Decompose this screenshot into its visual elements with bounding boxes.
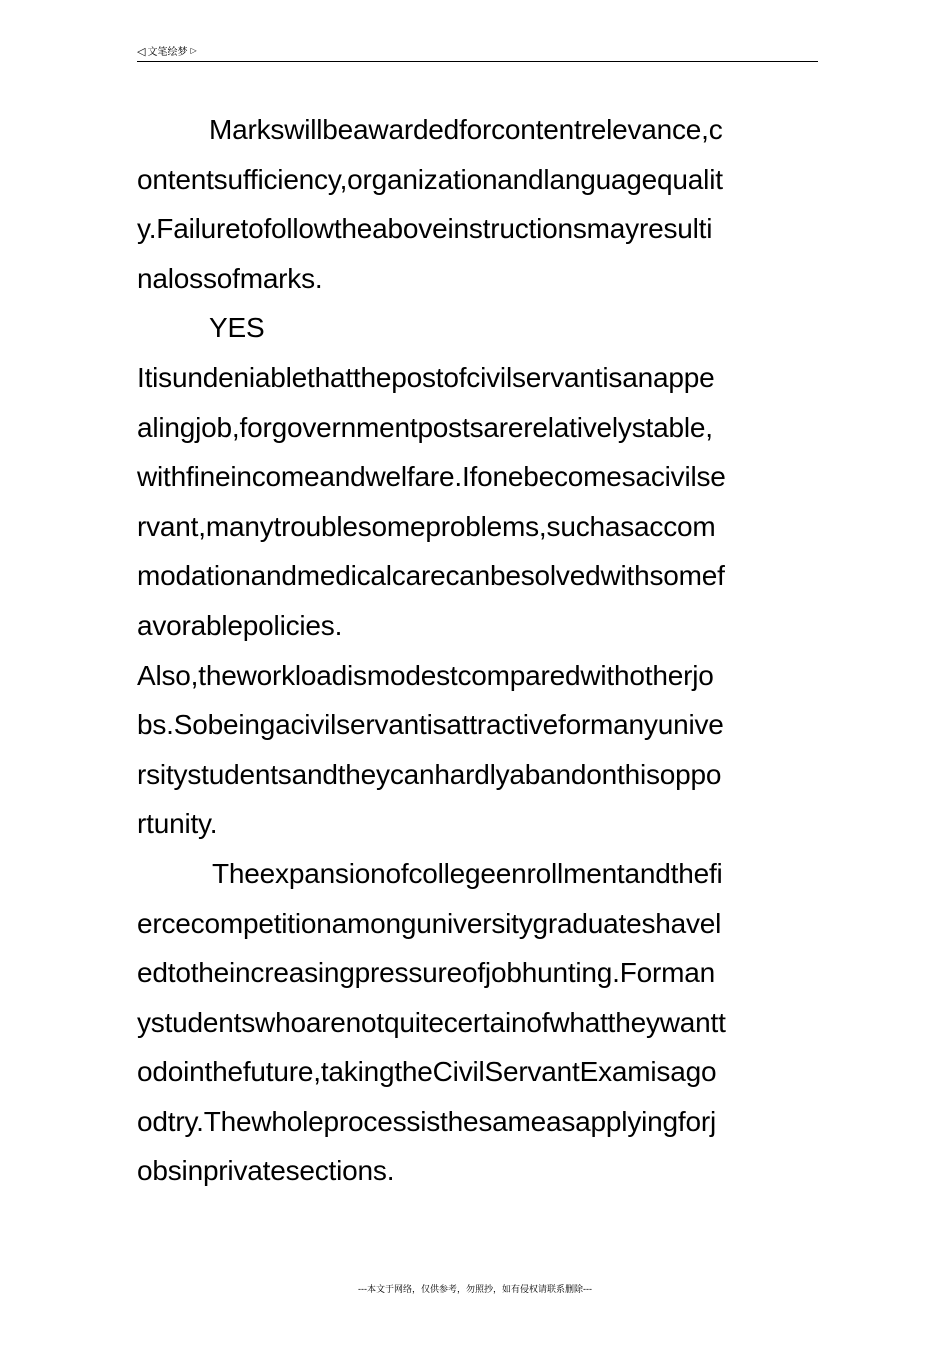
- body-line: avorablepolicies.: [137, 609, 343, 641]
- body-line: odtry.Thewholeprocessisthesameasapplyingforj: [137, 1105, 716, 1137]
- triangle-left-icon: ◁: [137, 46, 146, 58]
- body-line: withfineincomeandwelfare.Ifonebecomesacivilse: [137, 461, 726, 493]
- body-line: obsinprivatesections.: [137, 1155, 395, 1187]
- body-line: rtunity.: [137, 808, 218, 840]
- body-line: rsitystudentsandtheycanhardlyabandonthisoppo: [137, 758, 722, 790]
- body-line: Theexpansionofcollegeenrollmentandthefi: [212, 857, 723, 889]
- body-line: nalossofmarks.: [137, 262, 323, 294]
- body-line: edtotheincreasingpressureofjobhunting.Forman: [137, 957, 716, 989]
- body-line: ontentsufficiency,organizationandlanguagequalit: [137, 163, 723, 195]
- body-line: rvant,manytroublesomeproblems,suchasaccom: [137, 510, 716, 542]
- body-line: modationandmedicalcarecanbesolvedwithsomef: [137, 560, 725, 592]
- page-footer: ---本文于网络，仅供参考，勿照抄，如有侵权请联系删除---: [358, 1284, 592, 1294]
- body-line: ystudentswhoarenotquitecertainofwhattheywantt: [137, 1006, 726, 1038]
- triangle-right-icon: ▷: [190, 46, 197, 55]
- body-line: Itisundeniablethatthepostofcivilservantisanappe: [137, 361, 715, 393]
- page-header: [137, 44, 818, 62]
- body-line: YES: [209, 312, 265, 344]
- body-line: odointhefuture,takingtheCivilServantExamisago: [137, 1056, 717, 1088]
- document-body: [137, 105, 827, 1196]
- header-brand-text: 文笔绘梦: [147, 47, 188, 58]
- body-line: ercecompetitionamonguniversitygraduateshavel: [137, 907, 722, 939]
- body-line: bs.Sobeingacivilservantisattractiveformanyunive: [137, 709, 724, 741]
- body-line: alingjob,forgovernmentpostsarerelativelystable,: [137, 411, 713, 443]
- body-line: Markswillbeawardedforcontentrelevance,c: [209, 114, 723, 145]
- body-line: y.Failuretofollowtheaboveinstructionsmayresulti: [137, 213, 713, 245]
- body-line: Also,theworkloadismodestcomparedwithotherjo: [137, 659, 714, 691]
- header-brand: [137, 44, 197, 60]
